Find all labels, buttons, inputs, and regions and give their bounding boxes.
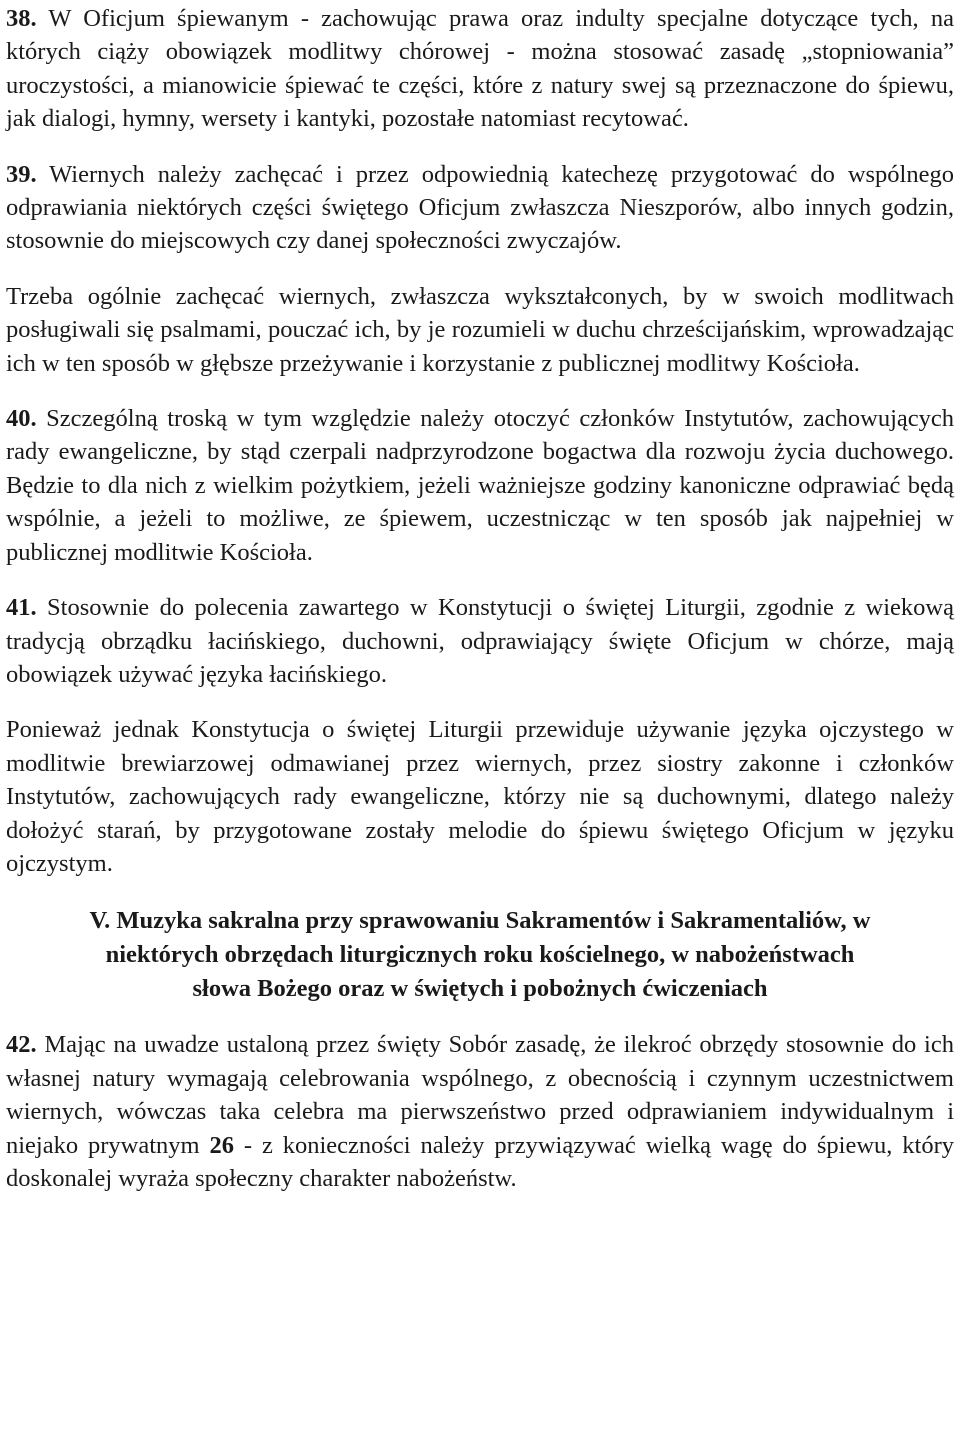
paragraph-40: [6, 402, 954, 569]
paragraph-text: Mając na uwadze ustaloną przez święty Sobór zasadę, że ilekroć obrzędy stosownie do ich własnej natury wymagają celebrowania wspólnego, z obecnością i czynnym uczestnictwem wiernych, wówczas taka celebra ma pierwszeństwo przed odprawianiem indywidualnym i niejako prywatnym: [6, 1031, 954, 1159]
paragraph-text: Stosownie do polecenia zawartego w Konstytucji o świętej Liturgii, zgodnie z wiekową tradycją obrządku łacińskiego, duchowni, odprawiający święte Oficjum w chórze, mają obowiązek używać języka łacińskiego.: [6, 594, 954, 688]
paragraph-42: [6, 1028, 954, 1195]
paragraph-39: [6, 158, 954, 258]
paragraph-39-continuation: [6, 280, 954, 380]
paragraph-text: W Oficjum śpiewanym - zachowując prawa oraz indulty specjalne dotyczące tych, na których ciąży obowiązek modlitwy chórowej - można stosować zasadę „stopniowania” uroczystości, a mianowicie śpiewać te części, które z natury swej są przeznaczone do śpiewu, jak dialogi, hymny, wersety i kantyki, pozostałe natomiast recytować.: [6, 5, 954, 133]
section-heading-line: słowa Bożego oraz w świętych i pobożnych ćwiczeniach: [192, 975, 768, 1003]
paragraph-41: [6, 591, 954, 691]
paragraph-text: - z konieczności należy przywiązywać wielką wagę do śpiewu, który doskonalej wyraża społeczny charakter nabożeństw.: [6, 1131, 955, 1192]
paragraph-number: 39.: [6, 160, 37, 188]
paragraph-number: 42.: [6, 1031, 37, 1059]
section-heading: [6, 904, 954, 1006]
paragraph-41-continuation: [6, 713, 954, 880]
paragraph-text: Szczególną troską w tym względzie należy otoczyć członków Instytutów, zachowujących rady ewangeliczne, by stąd czerpali nadprzyrodzone bogactwa dla rozwoju życia duchowego. Będzie to dla nich z wielkim pożytkiem, jeżeli ważniejsze godziny kanoniczne odprawiać będą wspólnie, a jeżeli to możliwe, ze śpiewem, uczestnicząc w ten sposób jak najpełniej w publicznej modlitwie Kościoła.: [6, 405, 954, 566]
document-page: [0, 2, 960, 1195]
section-heading-line: V. Muzyka sakralna przy sprawowaniu Sakramentów i Sakramentaliów, w: [89, 907, 871, 935]
section-heading-line: niektórych obrzędach liturgicznych roku kościelnego, w nabożeństwach: [105, 941, 855, 969]
paragraph-38: [6, 2, 954, 136]
paragraph-number: 41.: [6, 594, 37, 622]
paragraph-text: Ponieważ jednak Konstytucja o świętej Liturgii przewiduje używanie języka ojczystego w modlitwie brewiarzowej odmawianej przez wiernych, przez siostry zakonne i członków Instytutów, zachowujących rady ewangeliczne, którzy nie są duchownymi, dlatego należy dołożyć starań, by przygotowane zostały melodie do śpiewu świętego Oficjum w języku ojczystym.: [6, 716, 954, 877]
paragraph-number: 38.: [6, 5, 37, 32]
footnote-reference: 26: [209, 1131, 234, 1159]
paragraph-number: 40.: [6, 405, 37, 433]
paragraph-text: Trzeba ogólnie zachęcać wiernych, zwłaszcza wykształconych, by w swoich modlitwach posługiwali się psalmami, pouczać ich, by je rozumieli w duchu chrześcijańskim, wprowadzając ich w ten sposób w głębsze przeżywanie i korzystanie z publicznej modlitwy Kościoła.: [6, 282, 954, 377]
paragraph-text: Wiernych należy zachęcać i przez odpowiednią katechezę przygotować do wspólnego odprawiania niektórych części świętego Oficjum zwłaszcza Nieszporów, albo innych godzin, stosownie do miejscowych czy danej społeczności zwyczajów.: [6, 160, 954, 255]
